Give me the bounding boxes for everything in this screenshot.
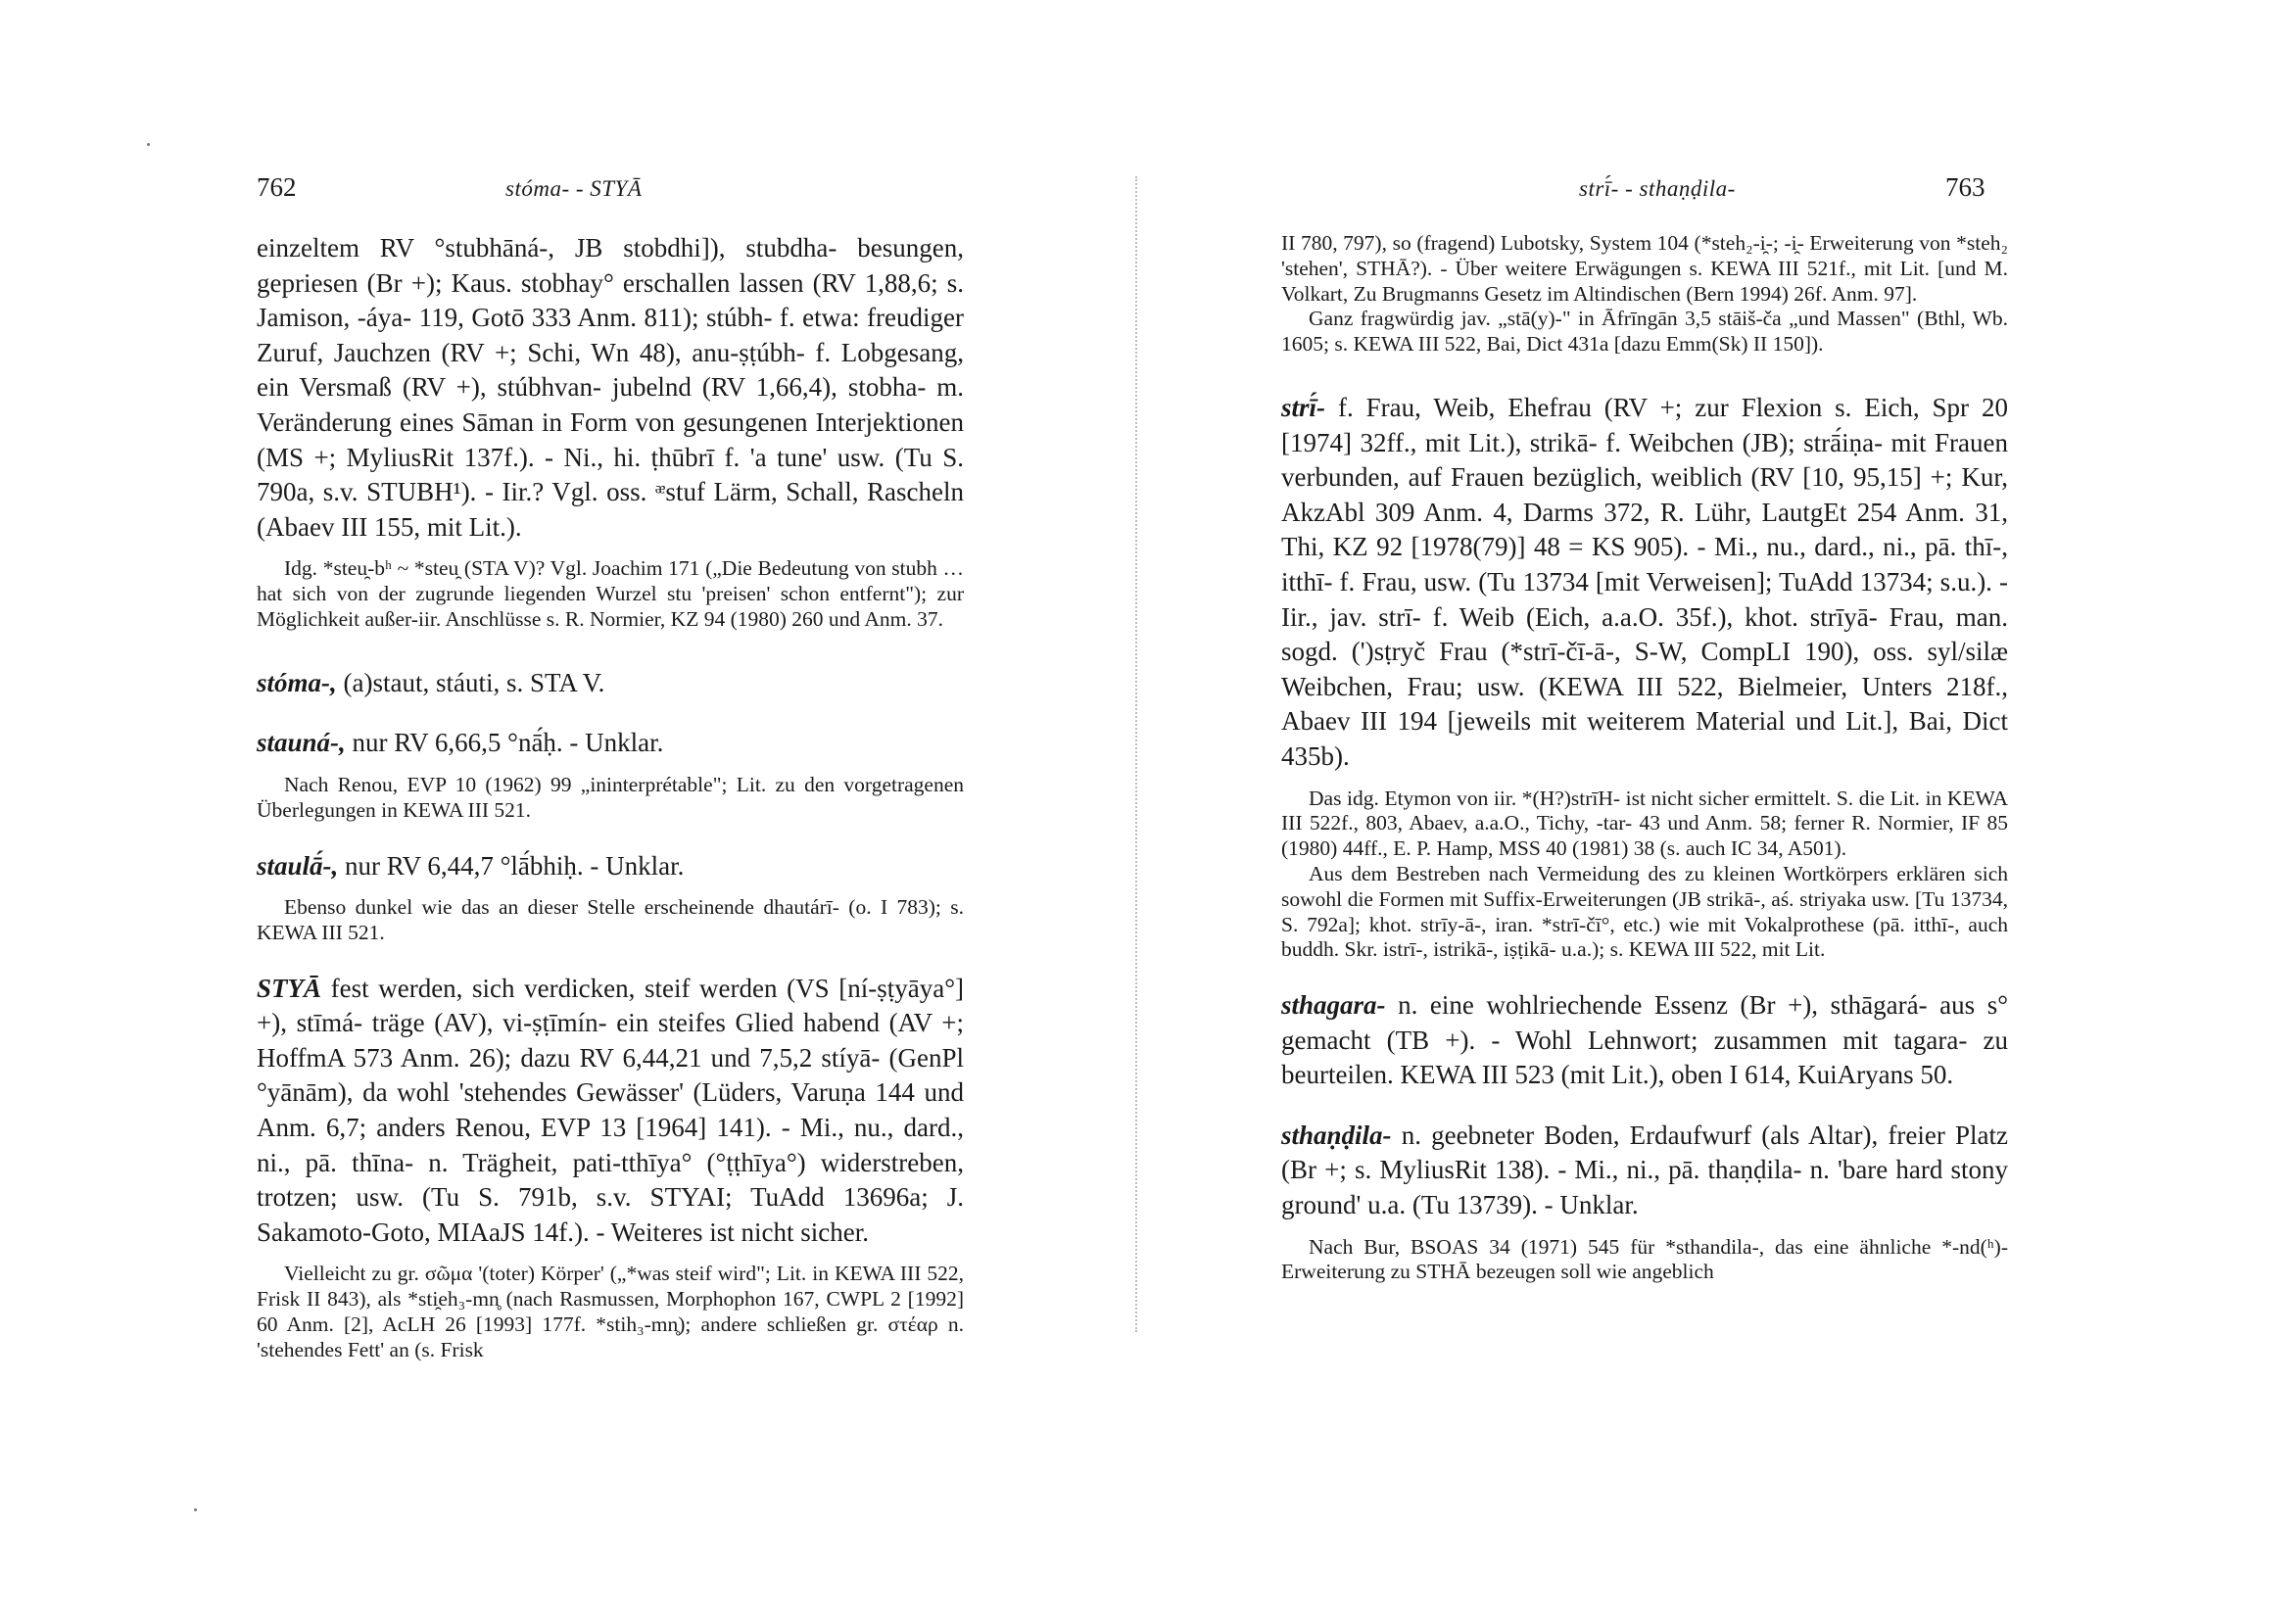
lemma-sthandila: sthaṇḍila- xyxy=(1281,1120,1392,1150)
lemma-stri: strī́- xyxy=(1281,392,1326,422)
entry-sthandila-text: n. geebneter Boden, Erdaufwurf (als Altar), freier Platz (Br +; s. MyliusRit 138). - Mi., ni., pā. thaṇḍila- n. 'bare hard stony ground' u.a. (Tu 13739). - Unklar. xyxy=(1281,1120,2008,1220)
left-column xyxy=(257,231,964,1363)
scan-speck xyxy=(147,143,150,146)
entry-stya-text: fest werden, sich verdicken, steif werden (VS [ní-ṣṭyāya°] +), stīmá- träge (AV), vi-ṣṭīmín- ein steifes Glied habend (AV +; HoffmA 573 Anm. 26); dazu RV 6,44,21 und 7,5,2 stíyā- (GenPl °yānām), da wohl 'stehendes Gewässer' (Lüders, Varuṇa 144 und Anm. 6,7; anders Renou, EVP 13 [1964] 141). - Mi., nu., dard., ni., pā. thīna- n. Trägheit, pati-tthīya° (°ṭṭhīya°) widerstreben, trotzen; usw. (Tu S. 791b, s.v. STYAI; TuAdd 13696a; J. Sakamoto-Goto, MIAaJS 14f.). - Weiteres ist nicht sicher. xyxy=(257,973,964,1247)
entry-stoma xyxy=(257,666,964,701)
note-idg-steu: Idg. *steu̯-bʰ ~ *steu̯ (STA V)? Vgl. Joachim 171 („Die Bedeutung von stubh … hat sich von der zugrunde liegenden Wurzel stu 'preisen' schon entfernt"); zur Möglichkeit außer-iir. Anschlüsse s. R. Normier, KZ 94 (1980) 260 und Anm. 37. xyxy=(257,556,964,631)
entry-stauna xyxy=(257,726,964,761)
note-soma: Vielleicht zu gr. σῶμα '(toter) Körper' („*was steif wird"; Lit. in KEWA III 522, Frisk II 843), als *sti̯eh₃-mn̥ (nach Rasmussen, Morphophon 167, CWPL 2 [1992] 60 Anm. [2], AcLH 26 [1993] 177f. *stih₃-mn̥); andere schließen gr. στέαρ n. 'stehendes Fett' an (s. Frisk xyxy=(257,1262,964,1361)
running-head-right: strī́- - sthaṇḍila- xyxy=(1579,176,1736,201)
page-number-right: 763 xyxy=(1945,172,1985,202)
entry-staula-text: nur RV 6,44,7 °lā́bhiḥ. - Unklar. xyxy=(338,850,685,881)
lemma-stauna: stauná-, xyxy=(257,728,346,758)
entry-sthandila xyxy=(1281,1119,2008,1223)
note-stay: Ganz fragwürdig jav. „stā(y)-" in Āfrīngān 3,5 stāiš-ča „und Massen" (Bthl, Wb. 1605; s. KEWA III 522, Bai, Dict 431a [dazu Emm(Sk) II 150]). xyxy=(1281,307,2008,357)
note-bur: Nach Bur, BSOAS 34 (1971) 545 für *sthandila-, das eine ähnliche *-nd(ʰ)-Erweiterung zu STHĀ bezeugen soll wie angeblich xyxy=(1281,1234,2008,1284)
entry-sthagara-text: n. eine wohlriechende Essenz (Br +), sthāgará- aus s° gemacht (TB +). - Wohl Lehnwort; zusammen mit tagara- zu beurteilen. KEWA III 523 (mit Lit.), oben I 614, KuiAryans 50. xyxy=(1281,990,2008,1090)
lemma-stoma: stóma-, xyxy=(257,667,337,697)
running-head-left: stóma- - STYĀ xyxy=(505,176,643,201)
lemma-stya: STYĀ xyxy=(257,973,322,1003)
page-number-left: 762 xyxy=(257,172,297,202)
entry-stauna-text: nur RV 6,66,5 °nā́ḥ. - Unklar. xyxy=(345,728,664,758)
entry-stya xyxy=(257,972,964,1251)
note-idg-etymon: Das idg. Etymon von iir. *(H?)strīH- ist nicht sicher ermittelt. S. die Lit. in KEWA III 522f., 803, Abaev, a.a.O., Tichy, -tar- 43 und Anm. 58; ferner R. Normier, IF 85 (1980) 44ff., E. P. Hamp, MSS 40 (1981) 38 (s. auch IC 34, A501). xyxy=(1281,786,2008,861)
entry-stri xyxy=(1281,391,2008,775)
lemma-sthagara: sthagara- xyxy=(1281,990,1386,1021)
entry-stri-text: f. Frau, Weib, Ehefrau (RV +; zur Flexion s. Eich, Spr 20 [1974] 32ff., mit Lit.), strikā- f. Weibchen (JB); strā́iṇa- mit Frauen verbunden, auf Frauen bezüglich, weiblich (RV [10, 95,15] +; Kur, AkzAbl 309 Anm. 4, Darms 372, R. Lühr, LautgEt 254 Anm. 31, Thi, KZ 92 [1978(79)] 48 = KS 905). - Mi., nu., dard., ni., pā. thī-, itthī- f. Frau, usw. (Tu 13734 [mit Verweisen]; TuAdd 13734; s.u.). - Iir., jav. strī- f. Weib (Eich, a.a.O. 35f.), khot. strīyā- Frau, man. sogd. (')sṭryč Frau (*strī-čī-ā-, S-W, CompLI 190), oss. syl/silæ Weibchen, Frau; usw. (KEWA III 522, Bielmeier, Unters 218f., Abaev III 194 [jeweils mit weiterem Material und Lit.], Bai, Dict 435b). xyxy=(1281,392,2008,771)
note-lubotsky: II 780, 797), so (fragend) Lubotsky, System 104 (*steh₂-i̯-; -i̯- Erweiterung von *steh₂ 'stehen', STHĀ?). - Über weitere Erwägungen s. KEWA III 521f., mit Lit. [und M. Volkart, Zu Brugmanns Gesetz im Altindischen (Bern 1994) 26f. Anm. 97]. xyxy=(1281,231,2008,306)
entry-staula xyxy=(257,849,964,884)
scan-speck xyxy=(194,1508,197,1511)
left-page xyxy=(0,0,1136,1622)
right-column xyxy=(1281,231,2008,1285)
note-bestreben: Aus dem Bestreben nach Vermeidung des zu kleinen Wortkörpers erklären sich sowohl die Formen mit Suffix-Erweiterungen (JB strikā-, aś. striyaka usw. [Tu 13734, S. 792a]; khot. strīy-ā-, iran. *strī-čī°, etc.) wie mit Vokalprothese (pā. itthī-, auch buddh. Skr. istrī-, istrikā-, iṣṭikā- u.a.); s. KEWA III 522, mit Lit. xyxy=(1281,861,2008,962)
lemma-staula: staulā́-, xyxy=(257,850,339,881)
paragraph-stubh-continuation: einzeltem RV °stubhāná-, JB stobdhi]), stubdha- besungen, gepriesen (Br +); Kaus. stobhay° erschallen lassen (RV 1,88,6; s. Jamison, -áya- 119, Gotō 333 Anm. 811); stúbh- f. etwa: freudiger Zuruf, Jauchzen (RV +; Schi, Wn 48), anu-ṣṭúbh- f. Lobgesang, ein Versmaß (RV +), stúbhvan- jubelnd (RV 1,66,4), stobha- m. Veränderung eines Sāman in Form von gesungenen Interjektionen (MS +; MyliusRit 137f.). - Ni., hi. ṭhūbrī f. 'a tune' usw. (Tu S. 790a, s.v. STUBH¹). - Iir.? Vgl. oss. ᵆstuf Lärm, Schall, Rascheln (Abaev III 155, mit Lit.). xyxy=(257,233,964,542)
entry-sthagara xyxy=(1281,988,2008,1093)
note-renou: Nach Renou, EVP 10 (1962) 99 „ininterprétable"; Lit. zu den vorgetragenen Überlegungen in KEWA III 521. xyxy=(257,772,964,822)
note-dhautari: Ebenso dunkel wie das an dieser Stelle erscheinende dhautárī- (o. I 783); s. KEWA III 521. xyxy=(257,895,964,944)
entry-stoma-text: (a)staut, stáuti, s. STA V. xyxy=(336,667,605,697)
right-page xyxy=(1136,0,2296,1622)
